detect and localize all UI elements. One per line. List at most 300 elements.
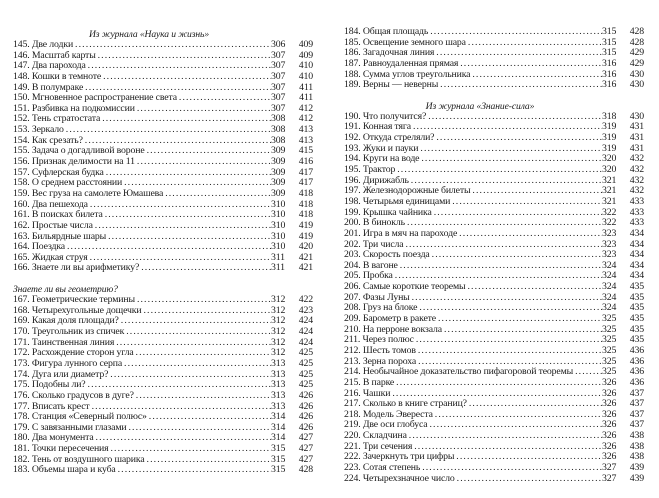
dot-leader [66,125,271,136]
page-answer: 435 [629,281,644,293]
page-problem: 314 [271,421,286,433]
page-problem: 321 [602,185,617,197]
dot-leader [452,197,602,208]
dot-leader [575,367,602,378]
page-problem: 309 [271,177,286,189]
entry-title: 178. Станция «Северный полюс» [13,411,147,423]
dot-leader [102,114,271,125]
entry-title: 162. Простые числа [13,219,93,231]
section-gap [344,91,644,101]
page-answer: 427 [298,453,313,465]
entry-title: 195. Трактор [344,164,396,176]
dot-leader [149,412,271,423]
dot-leader [116,338,271,349]
entry-title: 208. Груз на блоке [344,302,418,314]
page-problem: 326 [602,376,617,388]
entry-title: 205. Пробка [344,270,393,282]
page-problem: 311 [271,251,285,263]
toc-entry [344,197,644,208]
entry-title: 154. Как срезать? [13,134,83,146]
page-problem: 312 [271,336,286,348]
entry-title: 155. Задача о догадливой вороне [13,145,145,157]
entry-title: 160. Два пешехода [13,198,88,210]
page-problem: 319 [602,142,617,154]
page-answer: 426 [298,389,313,401]
dot-leader [409,431,602,442]
page-problem: 323 [602,249,617,261]
dot-leader [468,38,602,49]
page-problem: 325 [602,366,617,378]
page-answer: 437 [629,419,644,431]
page-answer: 426 [298,411,313,423]
top-margin [13,0,313,29]
toc-entry [344,346,644,357]
page-problem: 324 [602,270,617,282]
dot-leader [108,232,271,243]
entry-title: 218. Модель Эвереста [344,408,433,420]
entry-title: 191. Конная тяга [344,121,411,133]
toc-entry [13,189,313,200]
entry-title: 172. Расхождение сторон угла [13,347,134,359]
entry-title: 152. Тень стратостата [13,113,101,125]
entry-title: 220. Складчина [344,430,407,442]
entry-title: 188. Сумма углов треугольника [344,68,471,80]
toc-section [344,27,644,91]
page-problem: 319 [602,132,617,144]
entry-title: 171. Таинственная линия [13,336,115,348]
entry-title: 181. Точки пересечения [13,443,109,455]
dot-leader [96,433,271,444]
entry-title: 151. Разбивка на подкомиссии [13,102,135,114]
page-problem: 325 [602,344,617,356]
entry-title: 183. Объемы шара и куба [13,464,116,476]
page-problem: 320 [602,153,617,165]
entry-title: 196. Дирижабль [344,174,409,186]
page-answer: 430 [629,110,644,122]
page-answer: 434 [629,249,644,261]
page-problem: 314 [271,432,286,444]
dot-leader [405,240,602,251]
toc-entry [344,59,644,70]
entry-title: 193. Жуки и пауки [344,142,419,154]
entry-title: 210. На перроне вокзала [344,323,442,335]
toc-section [13,295,313,476]
page-problem: 312 [271,294,286,306]
page-answer: 427 [298,443,313,455]
page-answer: 439 [629,461,644,473]
page-answer: 432 [629,185,644,197]
page-answer: 419 [298,219,313,231]
page-answer: 435 [629,291,644,303]
entry-title: 173. Фигура лунного серпа [13,357,123,369]
page-answer: 425 [298,368,313,380]
toc-section [344,112,644,484]
page-answer: 417 [298,177,313,189]
dot-leader [137,104,271,115]
dot-leader [418,346,602,357]
entry-title: 197. Железнодорожные билеты [344,185,471,197]
page-answer: 433 [629,195,644,207]
dot-leader [397,165,602,176]
page-problem: 318 [602,110,617,122]
entry-title: 149. В полумраке [13,81,84,93]
entry-title: 214. Необычайное доказательство пифагоровой теоремы [344,366,574,378]
dot-leader [460,59,602,70]
page-answer: 432 [629,174,644,186]
dot-leader [432,250,602,261]
page-answer: 425 [298,357,313,369]
dot-leader [106,168,271,179]
entry-title: 219. Две оси глобуса [344,419,428,431]
page-problem: 324 [602,291,617,303]
toc-section [13,40,313,274]
dot-leader [438,314,602,325]
dot-leader [436,133,602,144]
toc-entry [344,474,644,485]
page-answer: 418 [298,209,313,221]
page-answer: 433 [629,206,644,218]
page-answer: 423 [298,304,313,316]
entry-title: 198. Четырьмя единицами [344,195,451,207]
dot-leader [165,189,271,200]
dot-leader [469,399,602,410]
page-problem: 322 [602,217,617,229]
entry-title: 213. Зерна пороха [344,355,417,367]
entry-title: 224. Четырехзначное число [344,472,455,484]
left-column [13,0,313,476]
dot-leader [419,303,602,314]
entry-title: 177. Вписать крест [13,400,90,412]
page-problem: 307 [271,102,286,114]
page-answer: 436 [629,344,644,356]
page-problem: 315 [271,464,286,476]
section-heading: Знаете ли вы геометрию? [13,284,118,296]
dot-leader [472,186,602,197]
entry-title: 217. Сколько в книге страниц? [344,398,467,410]
page-answer: 437 [629,387,644,399]
entry-title: 157. Суфлерская будка [13,166,104,178]
entry-title: 190. Что получится? [344,110,427,122]
page-problem: 307 [271,60,286,72]
entry-title: 179. С завязанными глазами [13,421,127,433]
toc-entry [344,229,644,240]
dot-leader [435,410,602,421]
page-problem: 315 [602,36,617,48]
page-answer: 428 [298,464,313,476]
entry-title: 170. Треугольник из спичек [13,326,125,338]
page-answer: 429 [629,47,644,59]
page-answer: 419 [298,230,313,242]
dot-leader [144,306,272,317]
page-problem: 322 [602,206,617,218]
page-problem: 312 [271,304,286,316]
entry-title: 163. Бильярдные шары [13,230,107,242]
dot-leader [129,423,272,434]
page-answer: 421 [298,262,313,274]
entry-title: 168. Четырехугольные дощечки [13,304,142,316]
top-margin [344,0,644,27]
page-answer: 418 [298,198,313,210]
dot-leader [137,157,271,168]
dot-leader [396,378,602,389]
page-answer: 422 [298,294,313,306]
entry-title: 187. Равноудаленная прямая [344,57,459,69]
dot-leader [436,48,602,59]
page-problem: 326 [602,419,617,431]
page-problem: 309 [271,145,286,157]
page-problem: 325 [602,323,617,335]
entry-title: 167. Геометрические термины [13,294,135,306]
dot-leader [124,359,271,370]
page-answer: 435 [629,302,644,314]
toc-entry [344,378,644,389]
dot-leader [75,40,271,51]
dot-leader [456,452,602,463]
toc-entry [13,391,313,402]
page-answer: 417 [298,166,313,178]
dot-leader [147,455,271,466]
page-answer: 438 [629,451,644,463]
entry-title: 182. Тень от воздушного шарика [13,453,145,465]
page-problem: 319 [602,121,617,133]
entry-title: 147. Два парохода [13,60,86,72]
page-answer: 410 [298,70,313,82]
page-problem: 327 [602,461,617,473]
page-answer: 432 [629,164,644,176]
entry-title: 174. Дуга или диаметр? [13,368,109,380]
page-problem: 327 [602,472,617,484]
section-gap [13,274,313,284]
dot-leader [428,112,602,123]
entry-title: 148. Кошки в темноте [13,70,102,82]
page-answer: 435 [629,323,644,335]
page-answer: 424 [298,336,313,348]
dot-leader [472,70,602,81]
page-problem: 312 [271,347,286,359]
page-answer: 425 [298,379,313,391]
dot-leader [179,93,271,104]
page-answer: 438 [629,440,644,452]
dot-leader [434,208,602,219]
dot-leader [413,122,602,133]
page-problem: 313 [271,400,286,412]
page-answer: 424 [298,315,313,327]
entry-title: 192. Откуда стреляли? [344,132,435,144]
page-answer: 413 [298,124,313,136]
page-problem: 321 [602,195,617,207]
dot-leader [467,282,602,293]
page-problem: 315 [271,453,286,465]
page-answer: 436 [629,366,644,378]
page-problem: 313 [271,379,286,391]
page-problem: 316 [602,79,617,91]
dot-leader [90,200,271,211]
dot-leader [400,261,602,272]
page-problem: 316 [602,57,617,69]
entry-title: 156. Признак делимости на 11 [13,156,135,168]
page-problem: 315 [602,47,617,59]
dot-leader [118,465,271,476]
entry-title: 175. Подобны ли? [13,379,86,391]
entry-title: 176. Сколько градусов в дуге? [13,389,134,401]
entry-title: 215. В парке [344,376,395,388]
dot-leader [440,80,602,91]
page-answer: 429 [629,57,644,69]
entry-title: 212. Шесть томов [344,344,416,356]
page-problem: 320 [602,164,617,176]
page-problem: 314 [271,411,286,423]
page-problem: 316 [602,68,617,80]
page-answer: 437 [629,408,644,420]
entry-title: 184. Общая площадь [344,26,429,37]
toc-entry [13,359,313,370]
page-problem: 307 [271,49,286,61]
page-problem: 312 [271,315,286,327]
page-answer: 416 [298,156,313,168]
page-answer: 434 [629,238,644,250]
page-answer: 437 [629,398,644,410]
dot-leader [105,210,271,221]
page-problem: 313 [271,357,286,369]
dot-leader [420,144,602,155]
dot-leader [457,474,602,485]
page-answer: 411 [299,92,313,104]
page-answer: 436 [629,376,644,388]
page-answer: 435 [629,313,644,325]
entry-title: 186. Загадочная линия [344,47,435,59]
page-answer: 413 [298,134,313,146]
toc-entry [344,80,644,91]
page-answer: 420 [298,241,313,253]
page-answer: 425 [298,347,313,359]
entry-title: 211. Через полюс [344,334,414,346]
entry-title: 194. Круги на воде [344,153,420,165]
entry-title: 222. Зачеркнуть три цифры [344,451,455,463]
page-problem: 321 [602,174,617,186]
page-answer: 439 [629,472,644,484]
dot-leader [103,72,271,83]
entry-title: 199. Крышка чайника [344,206,432,218]
page-problem: 310 [271,230,286,242]
dot-leader [416,335,602,346]
dot-leader [429,420,602,431]
entry-title: 202. Три числа [344,238,404,250]
page-problem: 311 [271,262,285,274]
page-problem: 308 [271,134,286,146]
page-answer: 424 [298,326,313,338]
page-problem: 307 [271,92,286,104]
page-problem: 324 [602,281,617,293]
page-problem: 309 [271,187,286,199]
dot-leader [141,263,271,274]
page-answer: 427 [298,432,313,444]
entry-title: 204. В вагоне [344,259,398,271]
entry-title: 201. Игра в мяч на пароходе [344,227,458,239]
page-problem: 326 [602,440,617,452]
page-answer: 433 [629,217,644,229]
section-heading: Из журнала «Наука и жизнь» [88,29,210,40]
toc-entry [13,465,313,476]
entry-title: 209. Барометр в ракете [344,313,436,325]
page-answer: 431 [629,132,644,144]
toc-entry [13,72,313,83]
page-answer: 431 [629,121,644,133]
page-problem: 307 [271,70,286,82]
entry-title: 153. Зеркало [13,124,64,136]
page-answer: 434 [629,227,644,239]
page-answer: 426 [298,400,313,412]
right-column [344,0,644,484]
page-problem: 323 [602,227,617,239]
entry-title: 207. Фазы Луны [344,291,410,303]
page-answer: 415 [298,145,313,157]
page-problem: 310 [271,209,286,221]
entry-title: 206. Самые короткие теоремы [344,281,466,293]
page-answer: 428 [629,36,644,48]
page-answer: 418 [298,187,313,199]
page-problem: 325 [602,355,617,367]
entry-title: 200. В бинокль [344,217,405,229]
section-heading: Из журнала «Знание-сила» [425,100,535,112]
page-problem: 326 [602,387,617,399]
entry-title: 221. Три сечения [344,440,413,452]
page-problem: 326 [602,451,617,463]
entry-title: 166. Знаете ли вы арифметику? [13,262,140,274]
entry-title: 216. Чашки [344,387,391,399]
page-answer: 434 [629,270,644,282]
dot-leader [412,293,602,304]
page-problem: 323 [602,238,617,250]
page-problem: 325 [602,334,617,346]
page-problem: 326 [602,408,617,420]
entry-title: 150. Мгновенное распространение света [13,92,177,104]
entry-title: 203. Скорость поезда [344,249,430,261]
entry-title: 145. Две лодки [13,39,74,50]
page-answer: 434 [629,259,644,271]
page-problem: 325 [602,313,617,325]
page-answer: 421 [298,251,313,263]
page-answer: 410 [298,60,313,72]
toc-entry [13,221,313,232]
page-problem: 310 [271,219,286,231]
page-answer: 438 [629,430,644,442]
page-answer: 428 [629,26,644,37]
page-answer: 430 [629,68,644,80]
page-problem: 308 [271,113,286,125]
page-problem: 326 [602,430,617,442]
entry-title: 189. Верны — неверны [344,79,439,91]
page-answer: 409 [298,39,313,50]
page-answer: 430 [629,79,644,91]
page-problem: 324 [602,302,617,314]
entry-title: 158. О среднем расстоянии [13,177,123,189]
page-problem: 315 [602,26,617,37]
dot-leader [147,146,271,157]
entry-title: 223. Сотая степень [344,461,421,473]
page-answer: 431 [629,142,644,154]
page-answer: 412 [298,113,313,125]
dot-leader [88,61,271,72]
page-problem: 315 [271,443,286,455]
dot-leader [137,295,271,306]
page-answer: 436 [629,355,644,367]
dot-leader [459,229,602,240]
page-answer: 426 [298,421,313,433]
page-problem: 307 [271,81,286,93]
page-problem: 324 [602,259,617,271]
dot-leader [95,221,271,232]
dot-leader [126,327,271,338]
